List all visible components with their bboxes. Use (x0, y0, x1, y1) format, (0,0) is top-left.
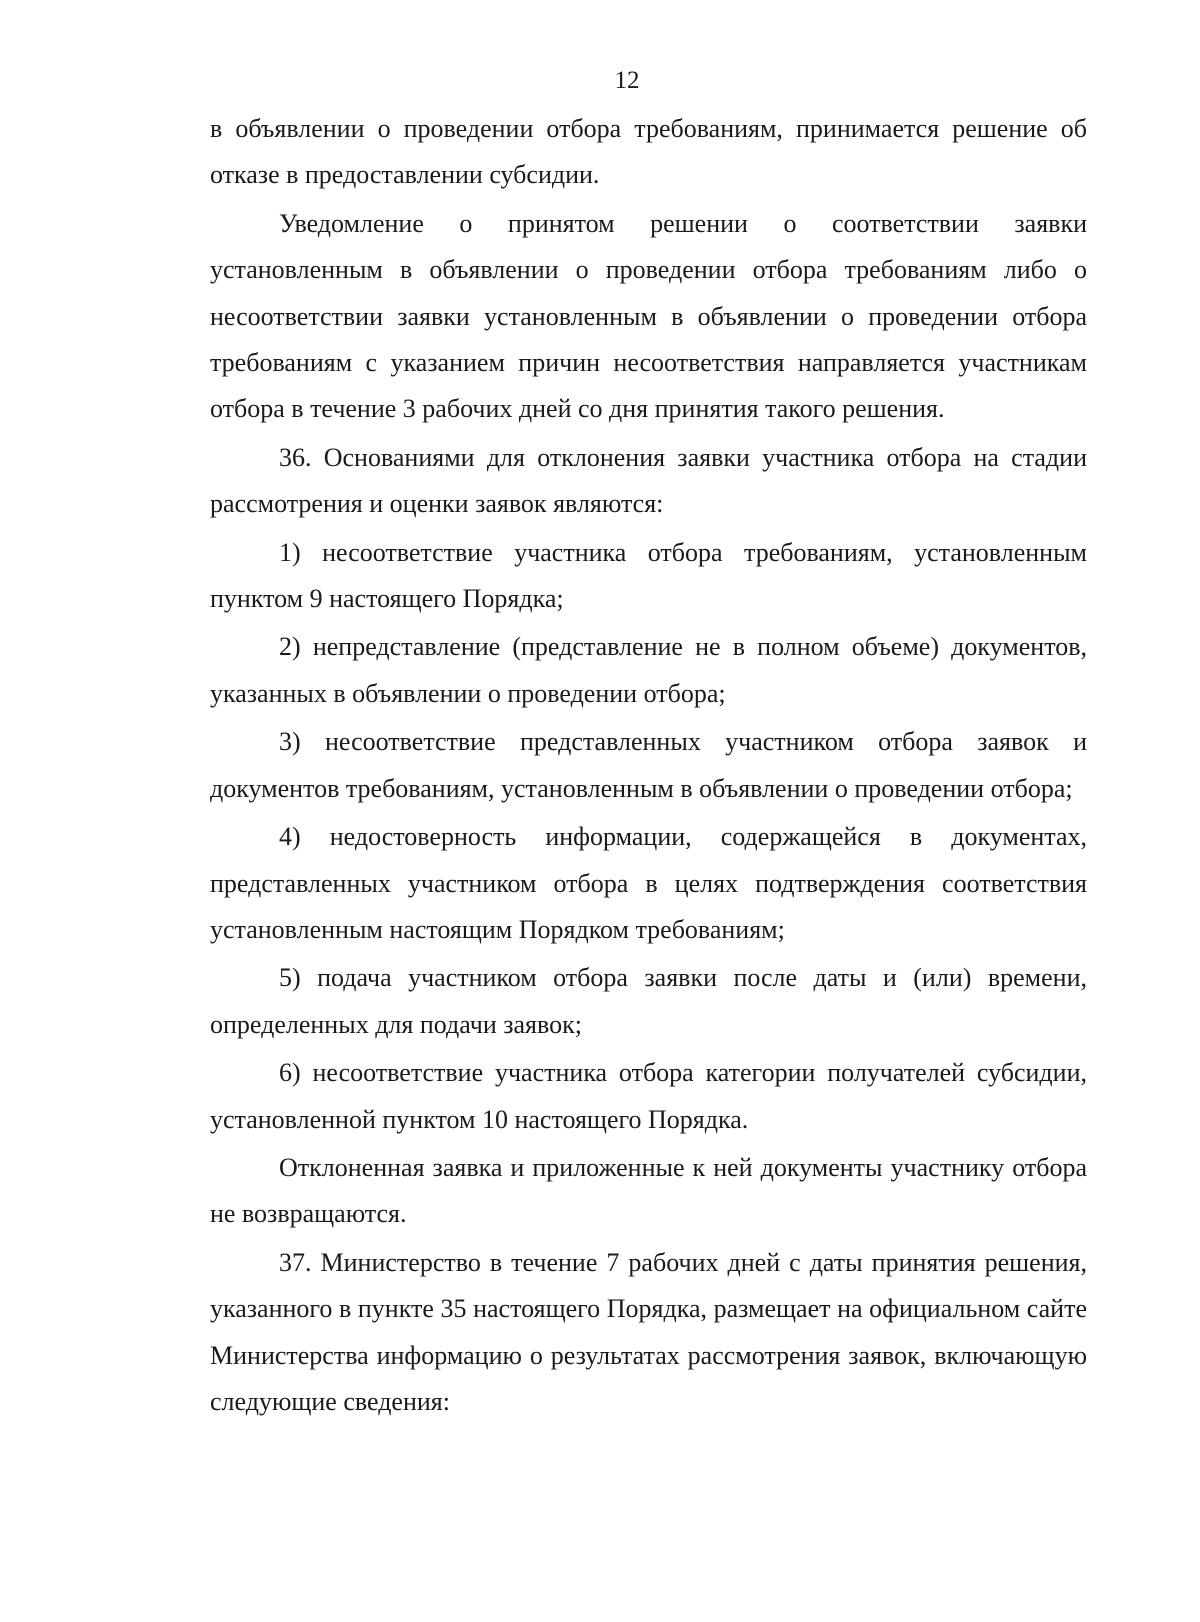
list-item-36-1: 1) несоответствие участника отбора требованиям, установленным пунктом 9 настоящего Порядка; (210, 537, 1087, 614)
paragraph-rejected-applications: Отклоненная заявка и приложенные к ней документы участнику отбора не возвращаются. (210, 1152, 1087, 1229)
list-item-36-6: 6) несоответствие участника отбора категории получателей субсидии, установленной пунктом 10 настоящего Порядка. (210, 1058, 1087, 1134)
paragraph-continuation: в объявлении о проведении отбора требованиям, принимается решение об отказе в предоставлении субсидии. (210, 114, 1087, 190)
document-body (210, 106, 1087, 1425)
list-item-36-4: 4) недостоверность информации, содержащейся в документах, представленных участником отбора в целях подтверждения соответствия установленным настоящим Порядком требованиям; (210, 822, 1087, 944)
page-number: 12 (614, 67, 640, 94)
paragraph-clause-36: 36. Основаниями для отклонения заявки участника отбора на стадии рассмотрения и оценки заявок являются: (210, 442, 1087, 519)
list-item-36-5: 5) подача участником отбора заявки после даты и (или) времени, определенных для подачи заявок; (210, 963, 1087, 1039)
paragraph-clause-37: 37. Министерство в течение 7 рабочих дней с даты принятия решения, указанного в пункте 35 настоящего Порядка, размещает на официальном сайте Министерства информацию о результатах рассмотрения заявок, включающую следующие сведения: (210, 1247, 1087, 1416)
list-item-36-2: 2) непредставление (представление не в полном объеме) документов, указанных в объявлении о проведении отбора; (210, 632, 1087, 708)
paragraph-notification: Уведомление о принятом решении о соответствии заявки установленным в объявлении о проведении отбора требованиям либо о несоответствии заявки установленным в объявлении о проведении отбора требованиям с указанием причин несоответствия направляется участникам отбора в течение 3 рабочих дней со дня принятия такого решения. (210, 208, 1087, 424)
list-item-36-3: 3) несоответствие представленных участником отбора заявок и документов требованиям, установленным в объявлении о проведении отбора; (210, 727, 1087, 803)
